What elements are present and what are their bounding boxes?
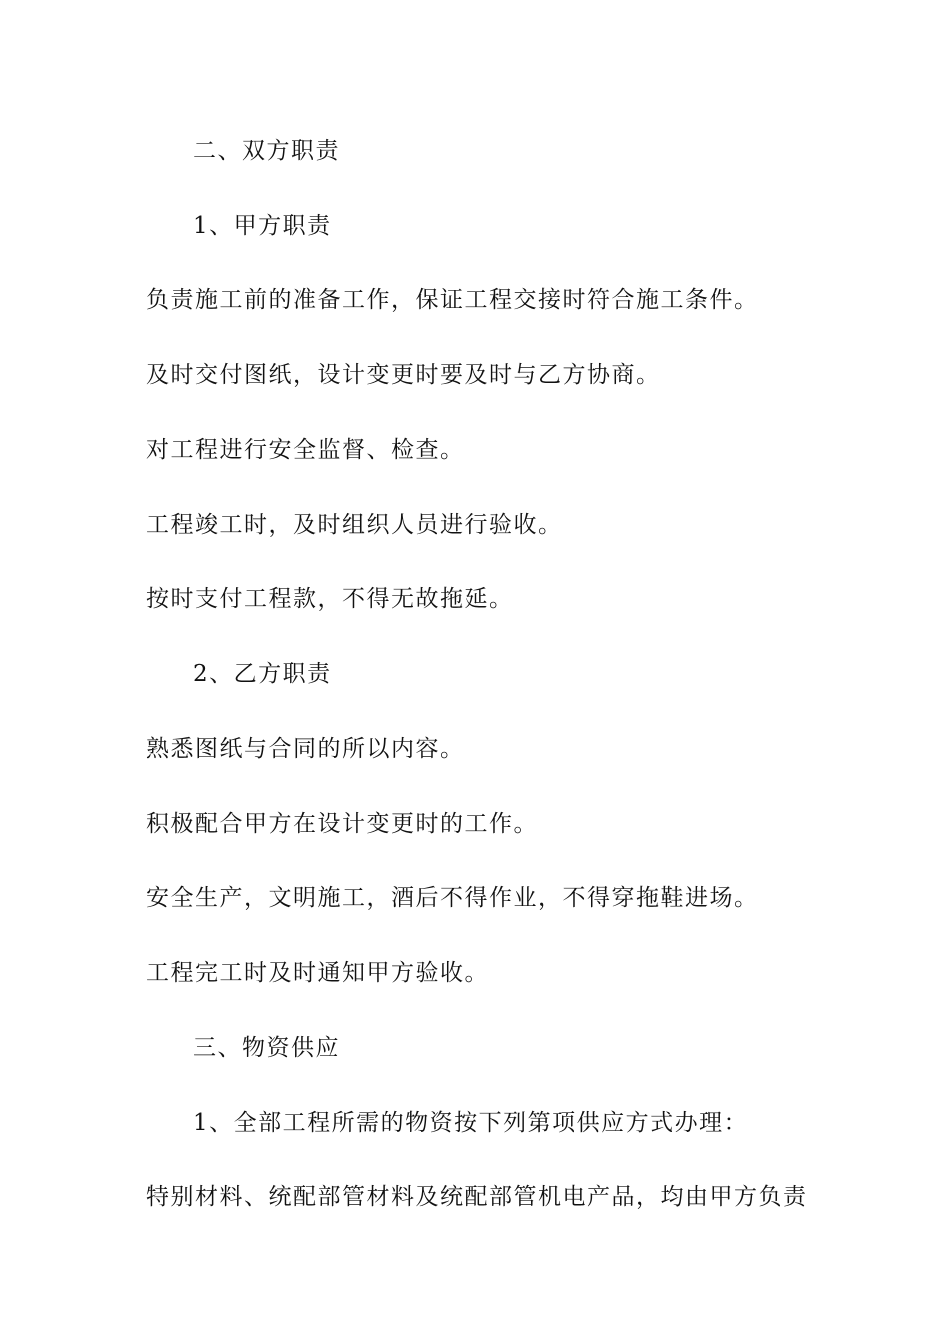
paragraph-line: 按时支付工程款，不得无故拖延。 bbox=[146, 586, 514, 612]
paragraph-line: 工程竣工时，及时组织人员进行验收。 bbox=[146, 512, 563, 538]
section-heading-materials: 三、物资供应 bbox=[193, 1035, 340, 1061]
paragraph-line: 工程完工时及时通知甲方验收。 bbox=[146, 960, 489, 986]
paragraph-line: 熟悉图纸与合同的所以内容。 bbox=[146, 736, 465, 762]
paragraph-line: 及时交付图纸，设计变更时要及时与乙方协商。 bbox=[146, 362, 661, 388]
paragraph-line: 安全生产，文明施工，酒后不得作业，不得穿拖鞋进场。 bbox=[146, 885, 759, 911]
paragraph-line: 1、全部工程所需的物资按下列第项供应方式办理： bbox=[193, 1110, 749, 1136]
subsection-heading-party-a: 1、甲方职责 bbox=[193, 213, 332, 239]
paragraph-line: 特别材料、统配部管材料及统配部管机电产品，均由甲方负责 bbox=[146, 1184, 808, 1210]
paragraph-line: 负责施工前的准备工作，保证工程交接时符合施工条件。 bbox=[146, 287, 759, 313]
paragraph-line: 积极配合甲方在设计变更时的工作。 bbox=[146, 811, 538, 837]
section-heading-responsibilities: 二、双方职责 bbox=[193, 138, 340, 164]
subsection-heading-party-b: 2、乙方职责 bbox=[193, 661, 332, 687]
paragraph-line: 对工程进行安全监督、检查。 bbox=[146, 437, 465, 463]
